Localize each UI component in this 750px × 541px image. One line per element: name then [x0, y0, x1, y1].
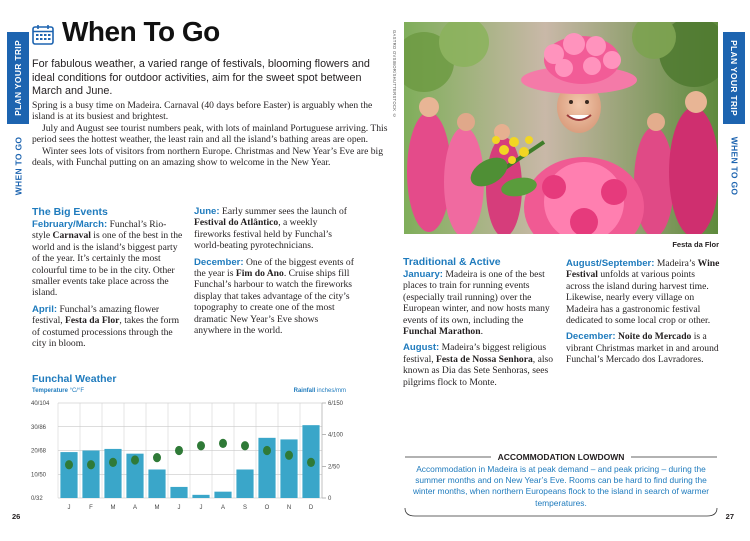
event-text: Madeira’s	[654, 258, 698, 269]
big-events-col-2	[194, 206, 354, 336]
right-tick-label: 4/100	[328, 432, 344, 439]
month-label: F	[89, 505, 93, 511]
event-name: Festival do Atlântico	[194, 217, 279, 229]
event-december	[194, 257, 354, 337]
month-label: M	[154, 505, 160, 511]
month-label: A	[220, 505, 226, 511]
event-name: Festa de Nossa Senhora	[436, 353, 533, 365]
section-tab-label: PLAN YOUR TRIP	[13, 40, 24, 116]
event-label: December:	[194, 256, 244, 268]
event-name: Funchal Marathon	[403, 326, 481, 338]
rainfall-bar	[192, 495, 209, 498]
temperature-point	[241, 441, 249, 450]
rainfall-bar	[104, 449, 121, 498]
traditional-heading: Traditional & Active	[403, 256, 501, 268]
left-tick-label: 10/50	[31, 472, 47, 479]
temperature-point	[285, 451, 293, 460]
event-label: February/March:	[32, 219, 108, 230]
page-title: When To Go	[62, 16, 220, 47]
temperature-point	[109, 458, 117, 467]
event-text: Funchal’s Rio-style	[32, 219, 167, 242]
month-label: D	[308, 505, 314, 511]
big-events-col-1	[32, 219, 184, 349]
chapter-tab-label: WHEN TO GO	[13, 136, 24, 196]
event-text: , also known as Dia das Sete Senhoras, sees pilgrims flock to Monte.	[403, 353, 554, 388]
temperature-point	[65, 460, 73, 469]
event-label: August/September:	[566, 258, 655, 269]
event-text: , takes the form of costumed processions through the city in bloom.	[32, 315, 180, 350]
event-june	[194, 206, 354, 252]
temperature-point	[87, 460, 95, 469]
section-tab-plan-your-trip-right	[723, 32, 745, 124]
event-feb-march	[32, 219, 184, 299]
month-label: N	[286, 505, 292, 511]
month-label: J	[199, 505, 203, 511]
event-text: is one of the best in the world and is the island’s biggest party of the year. It’s certainly the most colourful time to be in the city. Other smaller events take place across the island.	[32, 230, 183, 299]
rainfall-bar	[82, 451, 99, 499]
chapter-tab-when-to-go-right	[723, 126, 745, 206]
section-tab-plan-your-trip	[7, 32, 29, 124]
right-tick-label: 6/150	[328, 401, 344, 407]
temperature-point	[197, 441, 205, 450]
body-paragraph: Winter sees lots of visitors from northern Europe. Christmas and New Year’s Eve are big deals, with Funchal putting on an amazing show to welcome in the New Year.	[32, 145, 384, 169]
temperature-point	[263, 446, 271, 455]
event-text: is a vibrant Christmas market in and around Funchal’s Mercado dos Lavradores.	[566, 331, 719, 366]
left-tick-label: 40/104	[31, 401, 50, 407]
intro-text: For fabulous weather, a varied range of festivals, blooming flowers and ideal conditions for outdoor activities, aim for the sweet spot between March and June.	[32, 58, 370, 98]
right-tick-label: 0	[328, 496, 332, 502]
event-january	[403, 269, 555, 337]
event-text: Early summer sees the launch of	[219, 206, 347, 217]
event-april	[32, 304, 184, 350]
event-august	[403, 342, 555, 388]
big-events-heading: The Big Events	[32, 206, 108, 218]
temperature-point	[307, 458, 315, 467]
rainfall-bar	[170, 487, 187, 498]
rainfall-axis-label	[294, 388, 346, 394]
temperature-axis-label	[32, 388, 84, 394]
event-december-market	[566, 331, 720, 365]
month-label: S	[242, 505, 248, 511]
event-label: January:	[403, 269, 443, 280]
calendar-icon	[32, 24, 54, 45]
month-label: A	[132, 505, 138, 511]
weather-chart	[30, 396, 360, 516]
left-tick-label: 30/86	[31, 424, 47, 431]
rainfall-bar	[280, 439, 297, 498]
chapter-tab-when-to-go	[7, 126, 29, 206]
event-name: Wine Festival	[566, 258, 720, 281]
rainfall-bar	[148, 470, 165, 499]
photo-credit: GASTRO OVSIBOR/SHUTTERSTOCK ©	[392, 30, 397, 119]
accommodation-box	[403, 452, 719, 518]
event-text: One of the biggest events of the year is	[194, 256, 354, 280]
rainfall-bar	[214, 492, 231, 498]
event-text: Funchal’s amazing flower festival,	[32, 303, 160, 327]
event-text: Madeira’s biggest religious festival,	[403, 342, 547, 365]
event-label: April:	[32, 303, 58, 315]
event-name: Noite do Mercado	[618, 331, 692, 343]
accommodation-body: Accommodation in Madeira is at peak demand – and peak pricing – during the summer months and on New Year’s Eve. Rooms can be hard to find during the winter months, when northern Europeans flock to the island in search of warmer temperatures.	[412, 464, 710, 508]
temperature-point	[175, 446, 183, 455]
temperature-point	[153, 453, 161, 462]
event-text: Madeira is one of the best places to train for running events (especially trail running) over the European winter, and now hosts many events of its own, including the	[403, 269, 550, 326]
temperature-unit: °C/°F	[67, 388, 85, 394]
event-name: Festa da Flor	[65, 315, 120, 327]
month-label: O	[264, 505, 270, 511]
festival-illustration	[404, 22, 718, 234]
rainfall-bar	[236, 470, 253, 499]
traditional-col-1	[403, 269, 555, 388]
chapter-tab-label-right: WHEN TO GO	[729, 136, 740, 196]
photo-caption: Festa da Flor	[672, 240, 719, 249]
event-text: , a weekly fireworks festival held by Funchal’s world-beating pyrotechnicians.	[194, 217, 333, 252]
traditional-col-2	[566, 258, 720, 366]
event-label: June:	[194, 206, 220, 217]
event-label: August:	[403, 342, 440, 354]
event-name: Fim do Ano	[235, 268, 284, 280]
weather-heading: Funchal Weather	[32, 373, 117, 385]
month-label: M	[110, 505, 116, 511]
right-tick-label: 2/50	[328, 464, 340, 471]
event-text: unfolds at various points across the island during harvest time. Likewise, nearly every village on Madeira has a gastronomic festival dedicated to some local crop or other.	[566, 269, 711, 327]
event-aug-sep	[566, 258, 720, 326]
month-label: J	[67, 505, 71, 511]
accommodation-title: ACCOMMODATION LOWDOWN	[497, 452, 625, 462]
right-page-number: 27	[725, 512, 734, 521]
rainfall-unit: inches/mm	[315, 388, 346, 394]
left-tick-label: 20/68	[31, 448, 47, 455]
temperature-label: Temperature	[32, 388, 68, 394]
rainfall-label: Rainfall	[293, 388, 316, 394]
temperature-point	[131, 455, 139, 464]
month-label: J	[177, 505, 181, 511]
event-text: . Cruise ships fill Funchal’s harbour to watch the fireworks display that takes advantage of the city’s topography to create one of the most dramatic New Year’s Eve shows anywhere in the world.	[194, 268, 352, 337]
left-tick-label: 0/32	[31, 496, 43, 502]
temperature-point	[219, 439, 227, 448]
event-text: .	[480, 326, 483, 338]
event-label: December:	[566, 331, 616, 343]
festa-da-flor-photo	[404, 22, 718, 234]
body-paragraph: July and August see tourist numbers peak, with lots of mainland Portuguese arriving. This period sees the hottest weather, the least rain and all the island’s bathing areas are open.	[32, 122, 388, 146]
body-paragraph: Spring is a busy time on Madeira. Carnaval (40 days before Easter) is arguably when the island is at its busiest and brightest.	[32, 100, 373, 123]
rainfall-bar	[60, 452, 77, 498]
left-page-number: 26	[12, 512, 21, 521]
event-name: Carnaval	[52, 230, 91, 242]
body-text	[32, 100, 394, 168]
section-tab-label-right: PLAN YOUR TRIP	[729, 40, 740, 116]
